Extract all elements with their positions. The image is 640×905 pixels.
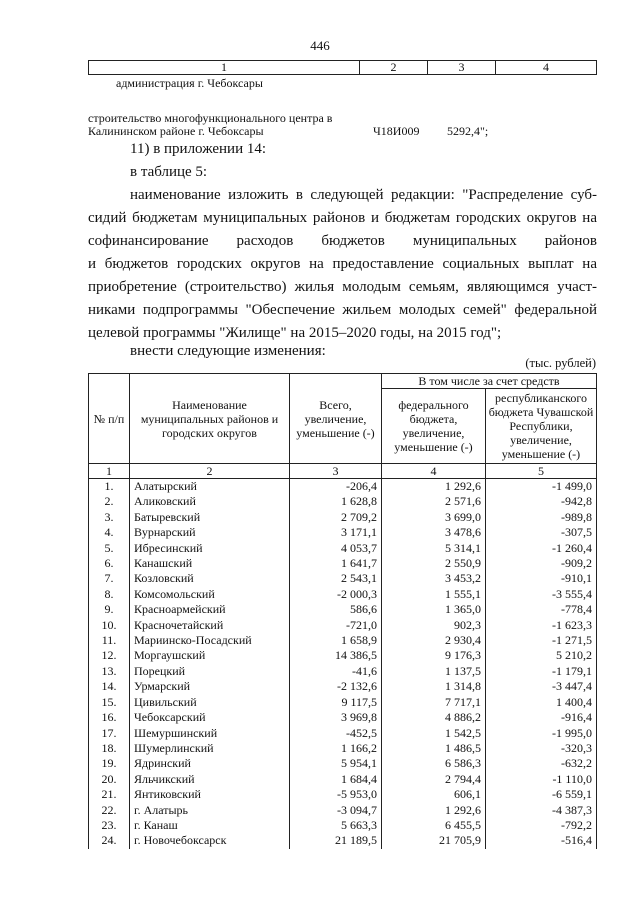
row-republican: -516,4 (486, 833, 597, 848)
table-row (89, 618, 597, 633)
table-row (89, 541, 597, 556)
row-republican: 1 400,4 (486, 695, 597, 710)
row-total: 9 117,5 (290, 695, 382, 710)
row-total: 14 386,5 (290, 648, 382, 663)
row-name: Вурнарский (130, 525, 290, 540)
row-republican: -910,1 (486, 571, 597, 586)
table-row (89, 710, 597, 725)
row-name: Козловский (130, 571, 290, 586)
row-number: 12. (89, 648, 130, 663)
row-name: Комсомольский (130, 587, 290, 602)
para-line-3: софинансирование расходов бюджетов муниципальных районов (88, 233, 597, 249)
row-name: г. Новочебоксарск (130, 833, 290, 848)
table-row (89, 664, 597, 679)
table-row (89, 602, 597, 617)
header-including: В том числе за счет средств (382, 374, 597, 389)
row-number: 17. (89, 726, 130, 741)
col-num-3: 3 (428, 61, 496, 75)
row-republican: -3 555,4 (486, 587, 597, 602)
row-total: 4 053,7 (290, 541, 382, 556)
row-total: -721,0 (290, 618, 382, 633)
row-federal: 6 586,3 (382, 756, 486, 771)
row-number: 9. (89, 602, 130, 617)
table-row (89, 803, 597, 818)
colnum-3: 3 (290, 464, 382, 479)
table-row (89, 479, 597, 495)
row-federal: 1 292,6 (382, 803, 486, 818)
row-republican: -6 559,1 (486, 787, 597, 802)
table-row (89, 525, 597, 540)
row-number: 14. (89, 679, 130, 694)
col-num-4: 4 (496, 61, 597, 75)
row-number: 20. (89, 772, 130, 787)
row-name: Канашский (130, 556, 290, 571)
para-line-6: никами подпрограммы "Обеспечение жильем молодых семей" федеральной (88, 302, 597, 318)
row-republican: -778,4 (486, 602, 597, 617)
unit-label: (тыс. рублей) (525, 356, 596, 370)
table-row (89, 772, 597, 787)
row-republican: -1 110,0 (486, 772, 597, 787)
row-republican: -320,3 (486, 741, 597, 756)
prev-line-construction: строительство многофункционального центра в (88, 111, 333, 125)
para-line-4: и бюджетов городских округов на предоставление социальных выплат на (88, 256, 597, 272)
row-republican: -1 995,0 (486, 726, 597, 741)
table-row (89, 741, 597, 756)
table-row (89, 510, 597, 525)
row-federal: 1 314,8 (382, 679, 486, 694)
row-number: 10. (89, 618, 130, 633)
table-body (89, 479, 597, 849)
row-number: 19. (89, 756, 130, 771)
row-number: 3. (89, 510, 130, 525)
row-republican: -632,2 (486, 756, 597, 771)
row-total: -5 953,0 (290, 787, 382, 802)
row-republican: -916,4 (486, 710, 597, 725)
row-federal: 3 453,2 (382, 571, 486, 586)
row-federal: 5 314,1 (382, 541, 486, 556)
row-republican: -4 387,3 (486, 803, 597, 818)
row-total: 1 658,9 (290, 633, 382, 648)
para-line-7: целевой программы "Жилище" на 2015–2020 годы, на 2015 год"; (88, 325, 502, 341)
row-total: -206,4 (290, 479, 382, 495)
table-row (89, 556, 597, 571)
row-republican: -307,5 (486, 525, 597, 540)
row-federal: 1 486,5 (382, 741, 486, 756)
row-number: 18. (89, 741, 130, 756)
row-name: Аликовский (130, 494, 290, 509)
row-total: 3 969,8 (290, 710, 382, 725)
row-name: Шумерлинский (130, 741, 290, 756)
row-number: 23. (89, 818, 130, 833)
row-name: Красночетайский (130, 618, 290, 633)
row-republican: -942,8 (486, 494, 597, 509)
para-line-2: сидий бюджетам муниципальных районов и бюджетам городских округов на (88, 210, 597, 226)
col-num-2: 2 (360, 61, 428, 75)
row-number: 15. (89, 695, 130, 710)
continuation-table-header (88, 60, 597, 75)
row-federal: 902,3 (382, 618, 486, 633)
row-republican: -1 179,1 (486, 664, 597, 679)
row-name: Урмарский (130, 679, 290, 694)
row-total: 1 628,8 (290, 494, 382, 509)
row-republican: -1 499,0 (486, 479, 597, 495)
row-total: 3 171,1 (290, 525, 382, 540)
row-federal: 4 886,2 (382, 710, 486, 725)
table-row (89, 571, 597, 586)
header-federal: федерального бюджета, увеличение, уменьшение (-) (382, 389, 486, 464)
row-republican: -1 271,5 (486, 633, 597, 648)
changes-line: внести следующие изменения: (130, 343, 326, 359)
colnum-4: 4 (382, 464, 486, 479)
row-federal: 1 292,6 (382, 479, 486, 495)
row-federal: 1 542,5 (382, 726, 486, 741)
row-total: 21 189,5 (290, 833, 382, 848)
row-number: 4. (89, 525, 130, 540)
row-total: -452,5 (290, 726, 382, 741)
row-name: Красноармейский (130, 602, 290, 617)
table-row (89, 494, 597, 509)
colnum-1: 1 (89, 464, 130, 479)
row-number: 5. (89, 541, 130, 556)
row-federal: 3 699,0 (382, 510, 486, 525)
row-number: 11. (89, 633, 130, 648)
table-row (89, 695, 597, 710)
header-name: Наименование муниципальных районов и городских округов (130, 374, 290, 464)
table-row (89, 587, 597, 602)
row-republican: -1 260,4 (486, 541, 597, 556)
row-federal: 7 717,1 (382, 695, 486, 710)
row-number: 13. (89, 664, 130, 679)
row-federal: 1 555,1 (382, 587, 486, 602)
row-federal: 21 705,9 (382, 833, 486, 848)
row-name: Ядринский (130, 756, 290, 771)
colnum-5: 5 (486, 464, 597, 479)
row-number: 22. (89, 803, 130, 818)
prev-line-district: Калининском районе г. Чебоксары (88, 124, 264, 138)
header-no: № п/п (89, 374, 130, 464)
row-federal: 6 455,5 (382, 818, 486, 833)
row-number: 7. (89, 571, 130, 586)
col-num-1: 1 (89, 61, 360, 75)
row-republican: -989,8 (486, 510, 597, 525)
colnum-2: 2 (130, 464, 290, 479)
row-total: 1 684,4 (290, 772, 382, 787)
row-total: 2 543,1 (290, 571, 382, 586)
header-total: Всего, увеличение, уменьшение (-) (290, 374, 382, 464)
row-federal: 2 571,6 (382, 494, 486, 509)
table-row (89, 756, 597, 771)
prev-value: 5292,4"; (447, 124, 489, 138)
row-federal: 2 794,4 (382, 772, 486, 787)
row-republican: -792,2 (486, 818, 597, 833)
row-number: 24. (89, 833, 130, 848)
row-federal: 606,1 (382, 787, 486, 802)
row-total: -41,6 (290, 664, 382, 679)
row-number: 8. (89, 587, 130, 602)
row-name: Мариинско-Посадский (130, 633, 290, 648)
row-total: 5 663,3 (290, 818, 382, 833)
in-table-5: в таблице 5: (130, 164, 208, 180)
row-name: г. Канаш (130, 818, 290, 833)
header-republican: республиканского бюджета Чувашской Республики, увеличение, уменьшение (-) (486, 389, 597, 464)
row-total: 1 166,2 (290, 741, 382, 756)
row-republican: -3 447,4 (486, 679, 597, 694)
row-federal: 3 478,6 (382, 525, 486, 540)
row-number: 6. (89, 556, 130, 571)
table-row (89, 787, 597, 802)
row-name: Порецкий (130, 664, 290, 679)
row-federal: 2 550,9 (382, 556, 486, 571)
para-line-1: наименование изложить в следующей редакции: "Распределение суб- (130, 187, 597, 203)
row-name: г. Алатырь (130, 803, 290, 818)
row-total: 586,6 (290, 602, 382, 617)
row-federal: 1 365,0 (382, 602, 486, 617)
row-name: Шемуршинский (130, 726, 290, 741)
row-number: 21. (89, 787, 130, 802)
para-line-5: приобретение (строительство) жилья молодым семьям, являющимся участ- (88, 279, 597, 295)
table-row (89, 818, 597, 833)
row-name: Алатырский (130, 479, 290, 495)
row-total: 5 954,1 (290, 756, 382, 771)
row-federal: 9 176,3 (382, 648, 486, 663)
table-row (89, 679, 597, 694)
row-total: 1 641,7 (290, 556, 382, 571)
row-name: Моргаушский (130, 648, 290, 663)
subsidy-table (88, 373, 597, 849)
row-number: 1. (89, 479, 130, 495)
row-total: -2 000,3 (290, 587, 382, 602)
row-total: 2 709,2 (290, 510, 382, 525)
row-total: -2 132,6 (290, 679, 382, 694)
table-row (89, 633, 597, 648)
row-name: Янтиковский (130, 787, 290, 802)
row-name: Батыревский (130, 510, 290, 525)
row-name: Яльчикский (130, 772, 290, 787)
table-row (89, 833, 597, 848)
page-number: 446 (310, 38, 330, 53)
row-republican: -1 623,3 (486, 618, 597, 633)
row-name: Чебоксарский (130, 710, 290, 725)
row-federal: 1 137,5 (382, 664, 486, 679)
row-number: 16. (89, 710, 130, 725)
row-republican: -909,2 (486, 556, 597, 571)
row-name: Ибресинский (130, 541, 290, 556)
prev-code: Ч18И009 (373, 124, 420, 138)
table-row (89, 648, 597, 663)
row-total: -3 094,7 (290, 803, 382, 818)
row-name: Цивильский (130, 695, 290, 710)
row-republican: 5 210,2 (486, 648, 597, 663)
table-row (89, 726, 597, 741)
item-11: 11) в приложении 14: (130, 141, 267, 157)
row-number: 2. (89, 494, 130, 509)
prev-line-admin: администрация г. Чебоксары (116, 76, 263, 90)
row-federal: 2 930,4 (382, 633, 486, 648)
